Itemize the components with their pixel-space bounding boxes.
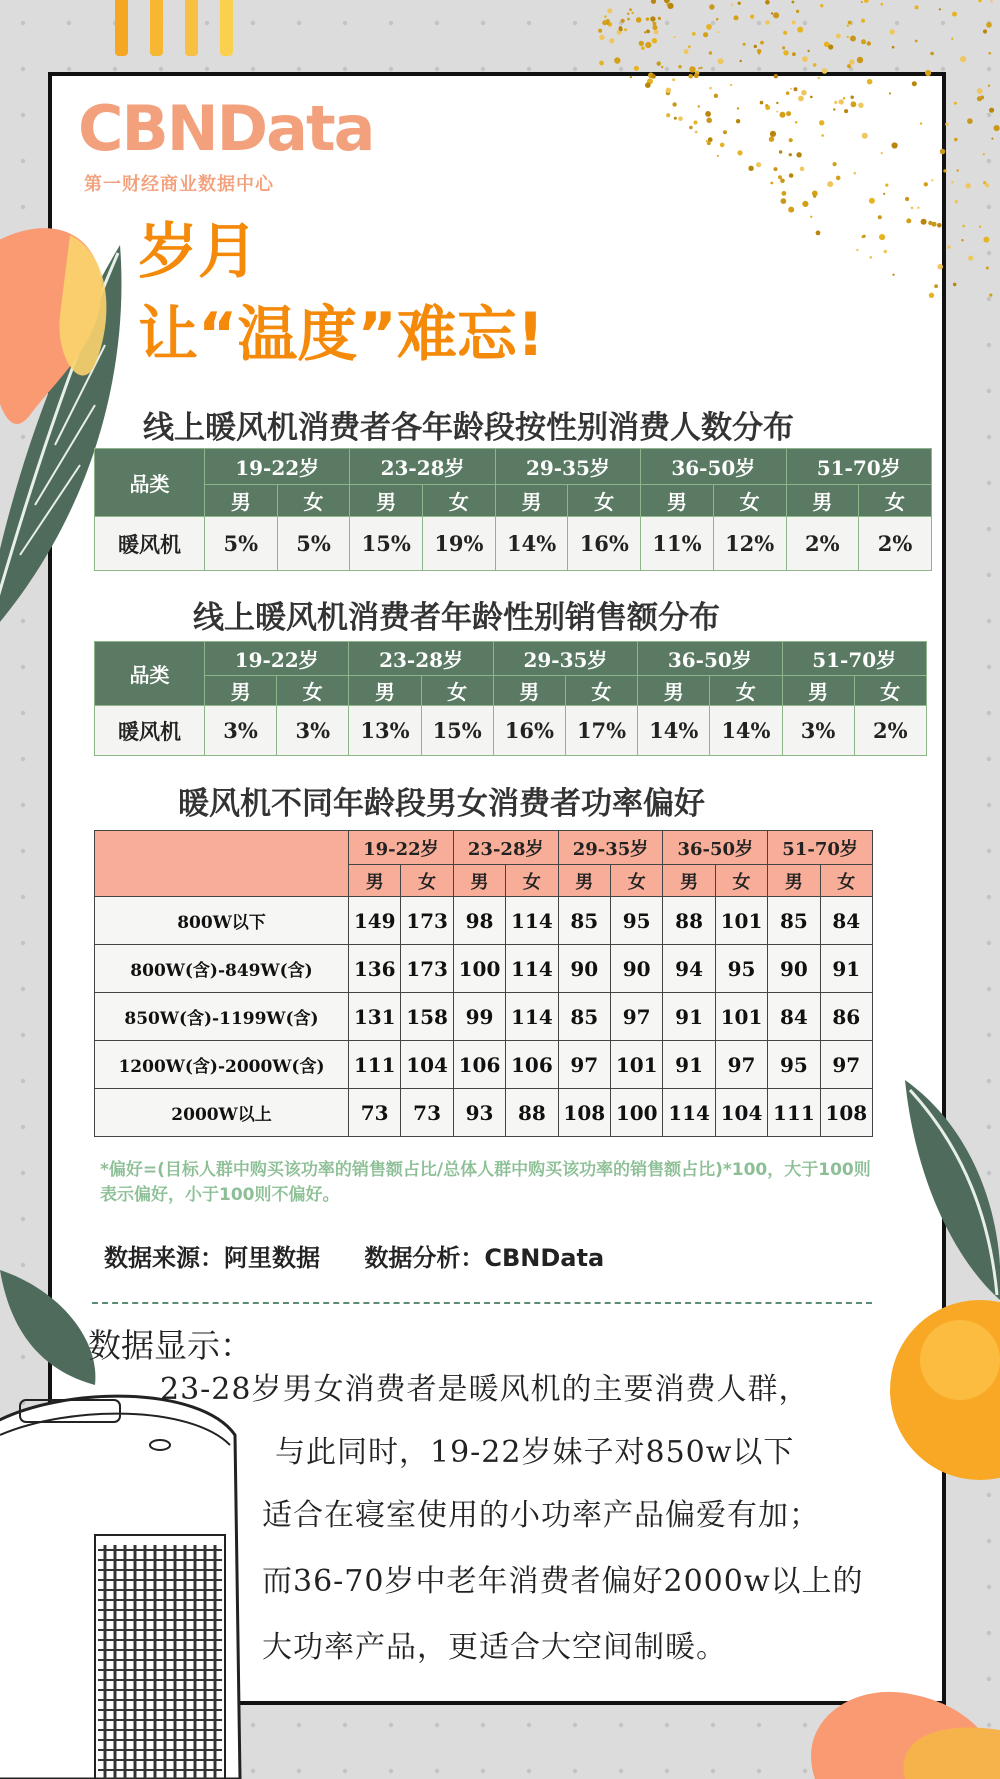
data-cell: 15% xyxy=(421,706,493,756)
table1-age-header: 29-35岁 xyxy=(495,449,640,485)
data-cell: 88 xyxy=(506,1089,558,1137)
row-label-cell: 800W(含)-849W(含) xyxy=(95,945,349,993)
finding-line: 适合在寝室使用的小功率产品偏爱有加； xyxy=(262,1498,820,1533)
gender-header-cell: 男 xyxy=(350,485,423,517)
cbndata-logo: CBNData xyxy=(78,92,374,165)
gender-header-cell: 男 xyxy=(638,676,710,706)
finding-line: 大功率产品，更适合大空间制暖。 xyxy=(262,1630,727,1665)
data-cell: 106 xyxy=(506,1041,558,1089)
table1-gender-row xyxy=(95,485,932,517)
table2-age-header: 19-22岁 xyxy=(205,642,349,676)
data-cell: 99 xyxy=(453,993,505,1041)
data-cell: 131 xyxy=(349,993,401,1041)
table1-headcount-distribution xyxy=(94,448,932,571)
table1-age-header: 23-28岁 xyxy=(350,449,495,485)
gender-header-cell: 女 xyxy=(710,676,782,706)
row-label-cell: 800W以下 xyxy=(95,897,349,945)
row-label-cell: 暖风机 xyxy=(95,706,205,756)
gender-header-cell: 男 xyxy=(493,676,565,706)
gender-header-cell: 男 xyxy=(663,865,715,897)
gender-header-cell: 女 xyxy=(713,485,786,517)
data-cell: 101 xyxy=(715,993,767,1041)
data-cell: 19% xyxy=(423,517,496,571)
table3-corner-cell xyxy=(95,831,349,897)
data-cell: 100 xyxy=(610,1089,662,1137)
data-cell: 12% xyxy=(713,517,786,571)
gender-header-cell: 女 xyxy=(859,485,932,517)
logo-subtitle: 第一财经商业数据中心 xyxy=(84,174,274,195)
table2-corner-label: 品类 xyxy=(95,642,205,706)
data-cell: 93 xyxy=(453,1089,505,1137)
orange-fruit-decoration xyxy=(870,1300,1000,1480)
data-cell: 11% xyxy=(641,517,714,571)
data-cell: 149 xyxy=(349,897,401,945)
data-cell: 108 xyxy=(820,1089,872,1137)
data-cell: 73 xyxy=(349,1089,401,1137)
data-cell: 114 xyxy=(663,1089,715,1137)
table2-gender-row xyxy=(95,676,927,706)
gender-header-cell: 女 xyxy=(421,676,493,706)
data-cell: 101 xyxy=(610,1041,662,1089)
table1-age-header: 19-22岁 xyxy=(205,449,350,485)
data-cell: 90 xyxy=(610,945,662,993)
data-cell: 158 xyxy=(401,993,453,1041)
data-cell: 5% xyxy=(277,517,350,571)
gender-header-cell: 女 xyxy=(820,865,872,897)
gender-header-cell: 男 xyxy=(786,485,859,517)
table3-age-header: 36-50岁 xyxy=(663,831,768,865)
data-analysis-label: 数据分析：CBNData xyxy=(364,1244,605,1272)
gender-header-cell: 女 xyxy=(854,676,926,706)
table3-age-header: 29-35岁 xyxy=(558,831,663,865)
table3-title: 暖风机不同年龄段男女消费者功率偏好 xyxy=(178,786,705,822)
table3-data-row xyxy=(95,1041,873,1089)
data-cell: 111 xyxy=(349,1041,401,1089)
table2-age-header: 29-35岁 xyxy=(493,642,637,676)
gender-header-cell: 男 xyxy=(558,865,610,897)
data-cell: 114 xyxy=(506,945,558,993)
data-cell: 173 xyxy=(401,945,453,993)
data-cell: 14% xyxy=(710,706,782,756)
dashed-divider xyxy=(92,1302,872,1304)
data-cell: 14% xyxy=(495,517,568,571)
data-cell: 114 xyxy=(506,993,558,1041)
gender-header-cell: 男 xyxy=(495,485,568,517)
data-cell: 14% xyxy=(638,706,710,756)
gender-header-cell: 男 xyxy=(205,676,277,706)
table2-age-header: 36-50岁 xyxy=(638,642,782,676)
data-cell: 101 xyxy=(715,897,767,945)
table2-title: 线上暖风机消费者年龄性别销售额分布 xyxy=(193,600,720,636)
data-cell: 108 xyxy=(558,1089,610,1137)
data-cell: 91 xyxy=(663,1041,715,1089)
gender-header-cell: 女 xyxy=(715,865,767,897)
gender-header-cell: 女 xyxy=(565,676,637,706)
data-cell: 85 xyxy=(558,897,610,945)
gender-header-cell: 男 xyxy=(349,865,401,897)
table2-age-header: 23-28岁 xyxy=(349,642,493,676)
decorative-stripes xyxy=(115,0,255,60)
table1-age-header: 36-50岁 xyxy=(641,449,786,485)
bottom-right-blob-decoration xyxy=(795,1640,1000,1779)
table3-age-header: 23-28岁 xyxy=(453,831,558,865)
table3-data-row xyxy=(95,993,873,1041)
gender-header-cell: 女 xyxy=(401,865,453,897)
data-cell: 106 xyxy=(453,1041,505,1089)
table2-age-header: 51-70岁 xyxy=(782,642,926,676)
data-cell: 3% xyxy=(205,706,277,756)
data-cell: 95 xyxy=(610,897,662,945)
preference-footnote: *偏好=(目标人群中购买该功率的销售额占比/总体人群中购买该功率的销售额占比)*100，大于100则表示偏好，小于100则不偏好。 xyxy=(100,1160,871,1205)
data-cell: 136 xyxy=(349,945,401,993)
data-cell: 91 xyxy=(663,993,715,1041)
data-cell: 104 xyxy=(715,1089,767,1137)
data-cell: 17% xyxy=(565,706,637,756)
finding-line: 而36-70岁中老年消费者偏好2000w以上的 xyxy=(262,1564,864,1599)
data-cell: 97 xyxy=(558,1041,610,1089)
left-blob-decoration xyxy=(0,205,130,435)
gender-header-cell: 女 xyxy=(277,676,349,706)
table3-power-preference xyxy=(94,830,873,1137)
row-label-cell: 850W(含)-1199W(含) xyxy=(95,993,349,1041)
data-cell: 3% xyxy=(782,706,854,756)
data-cell: 111 xyxy=(768,1089,820,1137)
table1-age-header: 51-70岁 xyxy=(786,449,931,485)
table3-body xyxy=(95,897,873,1137)
data-cell: 173 xyxy=(401,897,453,945)
headline-line-2: 让“温度”难忘! xyxy=(138,300,545,370)
data-cell: 114 xyxy=(506,897,558,945)
data-cell: 91 xyxy=(820,945,872,993)
data-cell: 84 xyxy=(768,993,820,1041)
gender-header-cell: 男 xyxy=(205,485,278,517)
table1-title: 线上暖风机消费者各年龄段按性别消费人数分布 xyxy=(143,410,794,446)
data-cell: 98 xyxy=(453,897,505,945)
data-cell: 97 xyxy=(610,993,662,1041)
gender-header-cell: 女 xyxy=(423,485,496,517)
gender-header-cell: 女 xyxy=(506,865,558,897)
right-leaf-decoration xyxy=(895,1070,1000,1300)
headline-line-1: 岁月 xyxy=(138,217,258,287)
gender-header-cell: 男 xyxy=(768,865,820,897)
gold-glitter-decoration xyxy=(560,0,1000,310)
data-cell: 5% xyxy=(205,517,278,571)
data-source-label: 数据来源：阿里数据 xyxy=(104,1244,320,1272)
data-cell: 100 xyxy=(453,945,505,993)
row-label-cell: 2000W以上 xyxy=(95,1089,349,1137)
data-cell: 104 xyxy=(401,1041,453,1089)
data-cell: 95 xyxy=(715,945,767,993)
data-cell: 94 xyxy=(663,945,715,993)
data-cell: 2% xyxy=(854,706,926,756)
source-line xyxy=(104,1238,604,1273)
data-cell: 97 xyxy=(820,1041,872,1089)
table2-data-row xyxy=(95,706,927,756)
finding-line: 与此同时，19-22岁妹子对850w以下 xyxy=(275,1435,795,1470)
gender-header-cell: 男 xyxy=(641,485,714,517)
table2-sales-distribution xyxy=(94,641,927,756)
table3-age-header: 51-70岁 xyxy=(768,831,873,865)
gender-header-cell: 女 xyxy=(277,485,350,517)
row-label-cell: 暖风机 xyxy=(95,517,205,571)
data-cell: 85 xyxy=(558,993,610,1041)
data-cell: 86 xyxy=(820,993,872,1041)
table3-age-header: 19-22岁 xyxy=(349,831,454,865)
data-cell: 16% xyxy=(568,517,641,571)
data-cell: 2% xyxy=(859,517,932,571)
data-cell: 85 xyxy=(768,897,820,945)
data-cell: 95 xyxy=(768,1041,820,1089)
data-cell: 73 xyxy=(401,1089,453,1137)
table3-data-row xyxy=(95,1089,873,1137)
gender-header-cell: 女 xyxy=(568,485,641,517)
table3-data-row xyxy=(95,945,873,993)
data-cell: 16% xyxy=(493,706,565,756)
data-cell: 84 xyxy=(820,897,872,945)
table1-corner-label: 品类 xyxy=(95,449,205,517)
data-cell: 3% xyxy=(277,706,349,756)
heater-illustration xyxy=(0,1365,250,1779)
row-label-cell: 1200W(含)-2000W(含) xyxy=(95,1041,349,1089)
gender-header-cell: 男 xyxy=(349,676,421,706)
gender-header-cell: 男 xyxy=(453,865,505,897)
findings-title: 数据显示： xyxy=(88,1326,253,1365)
data-cell: 13% xyxy=(349,706,421,756)
finding-line: 23-28岁男女消费者是暖风机的主要消费人群， xyxy=(160,1372,810,1407)
table3-data-row xyxy=(95,897,873,945)
gender-header-cell: 女 xyxy=(610,865,662,897)
data-cell: 90 xyxy=(768,945,820,993)
table1-data-row xyxy=(95,517,932,571)
data-cell: 90 xyxy=(558,945,610,993)
gender-header-cell: 男 xyxy=(782,676,854,706)
data-cell: 97 xyxy=(715,1041,767,1089)
data-cell: 15% xyxy=(350,517,423,571)
data-cell: 88 xyxy=(663,897,715,945)
data-cell: 2% xyxy=(786,517,859,571)
